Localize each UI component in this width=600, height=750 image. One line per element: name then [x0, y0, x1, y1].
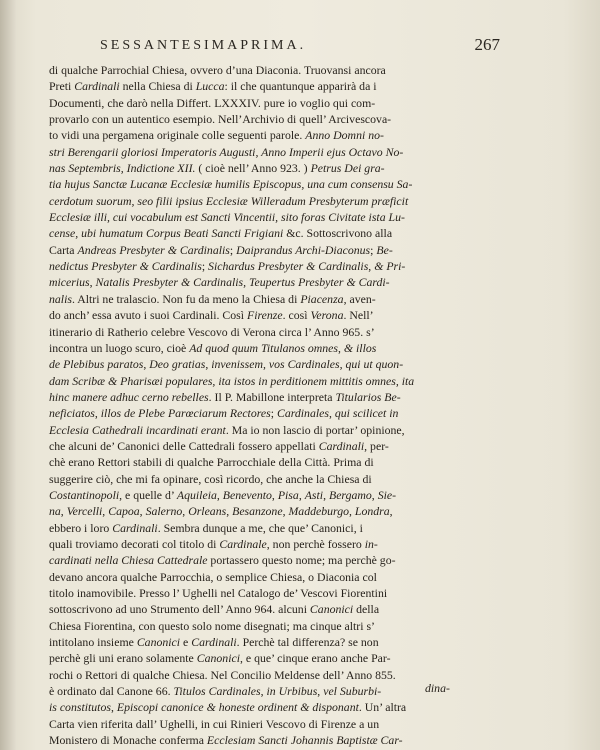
italic-segment: Cardinali: [74, 79, 120, 94]
italic-segment: micerius: [49, 275, 90, 290]
italic-segment: Maddeburgo: [288, 504, 349, 519]
text-segment: ,: [216, 487, 223, 502]
italic-segment: qui scilicet in: [334, 406, 399, 421]
text-segment: : il che quantunque apparirà da i: [224, 79, 377, 94]
text-line: [49, 389, 464, 405]
italic-segment: Cardinali: [112, 520, 158, 535]
page-gutter-shadow: [0, 0, 16, 750]
body-text: [49, 62, 464, 748]
italic-segment: Firenze: [247, 308, 283, 323]
text-segment: . così: [282, 308, 311, 323]
italic-segment: Vercelli: [66, 504, 103, 519]
text-segment: ,: [110, 700, 117, 715]
text-segment: Chiesa Fiorentina, con questo solo nome disegnati; ma cinque altri s’: [49, 618, 375, 633]
text-segment: ,: [94, 406, 101, 421]
italic-segment: Piacenza: [300, 291, 344, 306]
italic-segment: dam Scribæ & Pharisæi populares, ita istos in perditionem mittitis omnes, ita: [49, 373, 415, 388]
text-line: [49, 111, 464, 127]
text-segment: ,: [205, 357, 212, 372]
text-line: [49, 291, 464, 307]
text-segment: . Ma io non lascio di portar’ opinione,: [225, 422, 405, 437]
text-line: [49, 144, 464, 160]
text-segment: . Altri ne tralascio. Non fu da meno la Chiesa di: [71, 291, 301, 306]
italic-segment: Natalis Presbyter & Cardinalis, Teupertus Presbyter & Cardi-: [95, 275, 390, 290]
text-line: [49, 471, 464, 487]
italic-segment: cardinati nella Chiesa Cattedrale: [49, 553, 208, 568]
italic-segment: nedictus Presbyter & Cardinalis: [49, 259, 202, 274]
text-line: [49, 78, 464, 94]
text-line: [49, 258, 464, 274]
text-segment: ,: [371, 487, 378, 502]
italic-segment: stri Berengarii gloriosi Imperatoris Augusti, Anno Imperii ejus Octavo No-: [49, 144, 404, 159]
text-segment: di qualche Parrochial Chiesa, ovvero d’una Diaconia. Truovansi ancora: [49, 63, 386, 77]
text-segment: ,: [226, 504, 233, 519]
text-line: [49, 634, 464, 650]
text-segment: nella Chiesa di: [119, 79, 196, 94]
text-segment: Monistero di Monache conferma: [49, 733, 207, 748]
text-line: [49, 699, 464, 715]
text-segment: ,: [317, 684, 324, 699]
italic-segment: Costantinopoli: [49, 487, 120, 502]
italic-segment: & illos: [343, 340, 377, 355]
text-segment: rochi o Rettori di qualche Chiesa. Nel Concilio Meldense dell’ Anno 855.: [49, 667, 396, 682]
text-line: [49, 650, 464, 666]
text-segment: ebbero i loro: [49, 520, 113, 535]
text-line: [49, 422, 464, 438]
italic-segment: hinc manere adhuc cerno rebelles: [49, 389, 209, 404]
text-line: [49, 454, 464, 470]
text-line: [49, 193, 464, 209]
text-segment: ;: [370, 242, 377, 257]
text-segment: ,: [389, 504, 393, 519]
italic-segment: Orleans: [188, 504, 227, 519]
text-segment: portassero questo nome; ma perchè go-: [207, 553, 396, 568]
italic-segment: Sichardus Presbyter & Cardinalis: [208, 259, 369, 274]
text-segment: ,: [282, 504, 289, 519]
text-line: [49, 225, 464, 241]
text-segment: , aven-: [343, 291, 376, 306]
italic-segment: Verona: [310, 308, 344, 323]
italic-segment: Salerno: [145, 504, 183, 519]
italic-segment: Deo gratias: [149, 357, 206, 372]
italic-segment: Cardinale: [219, 536, 267, 551]
italic-segment: Titulos Cardinales: [173, 684, 261, 699]
text-line: [49, 95, 464, 111]
italic-segment: neficiatos: [49, 406, 95, 421]
text-segment: ,: [338, 340, 344, 355]
italic-segment: Canonici: [309, 602, 354, 617]
italic-segment: Be-: [376, 242, 393, 257]
text-segment: chè erano Rettori stabili di qualche Parrocchiale della Città. Prima di: [49, 455, 374, 470]
text-line: [49, 209, 464, 225]
italic-segment: invenissem, vos Cardinales, qui ut quon-: [211, 357, 404, 372]
text-line: [49, 242, 464, 258]
italic-segment: Ecclesia Cathedrali incardinati erant: [49, 422, 226, 437]
italic-segment: Titularios Be-: [335, 389, 401, 404]
italic-segment: Ecclesiam Sancti Johannis Baptistæ Car-: [206, 733, 403, 748]
text-line: [49, 585, 464, 601]
text-segment: Carta vien riferita dall’ Ughelli, in cui Rinieri Vescovo di Firenze a un: [49, 716, 380, 731]
text-segment: è ordinato dal Canone 66.: [49, 684, 174, 699]
text-segment: Carta: [49, 242, 78, 257]
italic-segment: tia hujus Sanctæ Lucanæ Ecclesiæ humilis Episcopus, una cum consensu Sa-: [49, 177, 413, 192]
text-segment: Preti: [49, 79, 75, 94]
text-line: [49, 601, 464, 617]
italic-segment: Aquileia: [176, 487, 217, 502]
text-segment: sottoscrivono ad uno Strumento dell’ Anno 964. alcuni: [49, 602, 310, 617]
text-segment: provarlo con un autentico esempio. Nell’Archivio di quell’ Arcivescova-: [49, 112, 392, 127]
italic-segment: Canonici: [136, 635, 181, 650]
italic-segment: Asti: [304, 487, 324, 502]
italic-segment: Besanzone: [232, 504, 283, 519]
italic-segment: Benevento: [222, 487, 272, 502]
text-segment: ,: [89, 275, 96, 290]
italic-segment: Ecclesiæ illi, cui vocabulum est Sancti Vincentii, sito foras Civitate ista Lu-: [49, 210, 405, 225]
italic-segment: vel Suburbi-: [323, 684, 382, 699]
italic-segment: Cardinales: [276, 406, 329, 421]
italic-segment: Canonici: [196, 651, 240, 666]
text-segment: ,: [368, 259, 375, 274]
text-segment: . Sembra dunque a me, che que’ Canonici, i: [157, 520, 363, 535]
italic-segment: illos de Plebe Parœciarum Rectores: [100, 406, 271, 421]
page-number: 267: [474, 35, 500, 54]
italic-segment: Capoa: [108, 504, 140, 519]
italic-segment: Londra: [354, 504, 390, 519]
italic-segment: in-: [364, 536, 378, 551]
text-line: [49, 405, 464, 421]
italic-segment: Petrus Dei gra-: [310, 161, 385, 176]
text-segment: . Perchè tal differenza? se non: [236, 635, 379, 650]
text-segment: itinerario di Ratherio celebre Vescovo di Verona circa l’ Anno 965. s’: [49, 324, 375, 339]
text-line: [49, 307, 464, 323]
text-line: [49, 552, 464, 568]
text-segment: , e quelle d’: [119, 487, 177, 502]
text-line: [49, 160, 464, 176]
text-segment: ,: [139, 504, 146, 519]
text-segment: della: [353, 602, 380, 617]
italic-segment: in Urbibus: [266, 684, 318, 699]
text-segment: do anch’ essa avuto i suoi Cardinali. Così: [49, 308, 248, 323]
text-line: [49, 732, 464, 748]
running-title: SESSANTESIMAPRIMA.: [100, 38, 307, 53]
text-line: [49, 373, 464, 389]
italic-segment: nalis: [49, 291, 72, 306]
text-segment: ,: [323, 487, 329, 502]
text-segment: &c. Sottoscrivono alla: [283, 226, 393, 241]
text-segment: ;: [201, 259, 209, 274]
text-line: [49, 356, 464, 372]
text-segment: perchè gli uni erano solamente: [49, 651, 197, 666]
text-line: [49, 487, 464, 503]
text-segment: , e que’ cinque erano anche Par-: [240, 651, 391, 666]
text-line: [49, 667, 464, 683]
italic-segment: Cardinali: [191, 635, 237, 650]
text-line: [49, 62, 464, 78]
text-segment: . Il P. Mabillone interpreta: [208, 389, 336, 404]
text-segment: ,: [298, 487, 305, 502]
italic-segment: Lucca: [195, 79, 225, 94]
text-segment: . Nell’: [343, 308, 374, 323]
text-segment: ,: [60, 504, 67, 519]
text-segment: ;: [229, 242, 237, 257]
text-line: [49, 683, 464, 699]
catchword: dina-: [425, 681, 450, 695]
text-line: [49, 176, 464, 192]
italic-segment: nas Septembris, Indictione XII.: [49, 161, 196, 176]
text-line: [49, 274, 464, 290]
text-line: [49, 127, 464, 143]
italic-segment: Episcopi canonice & honeste ordinent & disponant: [116, 700, 359, 715]
text-segment: ,: [182, 504, 189, 519]
text-segment: Documenti, che darò nella Differt. LXXXIV. pure io voglio qui com-: [49, 95, 376, 110]
text-line: [49, 438, 464, 454]
text-line: [49, 520, 464, 536]
text-segment: ( cioè nell’ Anno 923. ): [195, 161, 311, 176]
text-segment: ;: [270, 406, 277, 421]
text-line: [49, 569, 464, 585]
italic-segment: Andreas Presbyter & Cardinalis: [77, 242, 230, 257]
text-segment: titolo inamovibile. Presso l’ Ughelli nel Catalogo de’ Vescovi Fiorentini: [49, 586, 388, 600]
text-segment: , non perchè fossero: [266, 536, 365, 551]
italic-segment: is constitutos: [49, 700, 111, 715]
italic-segment: Pisa: [277, 487, 299, 502]
italic-segment: Daiprandus Archi-Diaconus: [236, 242, 371, 257]
italic-segment: Anno Domni no-: [305, 128, 384, 143]
text-segment: ,: [260, 684, 267, 699]
italic-segment: & Pri-: [374, 259, 406, 274]
text-segment: , per-: [364, 438, 389, 453]
italic-segment: na: [49, 504, 61, 519]
italic-segment: Sie-: [377, 487, 397, 502]
text-line: [49, 324, 464, 340]
text-line: [49, 716, 464, 732]
text-segment: ,: [349, 504, 355, 519]
text-segment: . Un’ altra: [358, 700, 407, 715]
italic-segment: Ad quod quum Titulanos omnes: [189, 340, 338, 355]
italic-segment: cerdotum suorum, seo filii ipsius Ecclesiæ Willeradum Presbyterum præficit: [49, 193, 409, 208]
running-header: [100, 35, 500, 58]
text-segment: intitolano insieme: [49, 635, 137, 650]
italic-segment: de Plebibus paratos: [49, 357, 144, 372]
text-segment: ,: [271, 487, 278, 502]
text-line: [49, 536, 464, 552]
italic-segment: Cardinali: [318, 438, 365, 453]
text-line: [49, 503, 464, 519]
text-segment: to vidi una pergamena originale colle seguenti parole.: [49, 128, 306, 143]
italic-segment: cense, ubi humatum Corpus Beati Sancti Frigiani: [49, 226, 284, 241]
text-segment: ,: [328, 406, 335, 421]
text-segment: che alcuni de’ Canonici delle Cattedrali fossero appellati: [49, 438, 319, 453]
text-segment: devano ancora qualche Parrocchia, o semplice Chiesa, o Diaconia col: [49, 569, 377, 584]
text-segment: ,: [102, 504, 109, 519]
text-segment: suggerire ciò, che mi fa opinare, così ricordo, che anche la Chiesa di: [49, 471, 372, 486]
text-line: [49, 618, 464, 634]
text-segment: incontra un luogo scuro, cioè: [49, 340, 190, 355]
italic-segment: Bergamo: [328, 487, 372, 502]
text-segment: ,: [143, 357, 150, 372]
text-segment: e: [180, 635, 192, 650]
text-line: [49, 340, 464, 356]
text-segment: quali troviamo decorati col titolo di: [49, 536, 220, 551]
